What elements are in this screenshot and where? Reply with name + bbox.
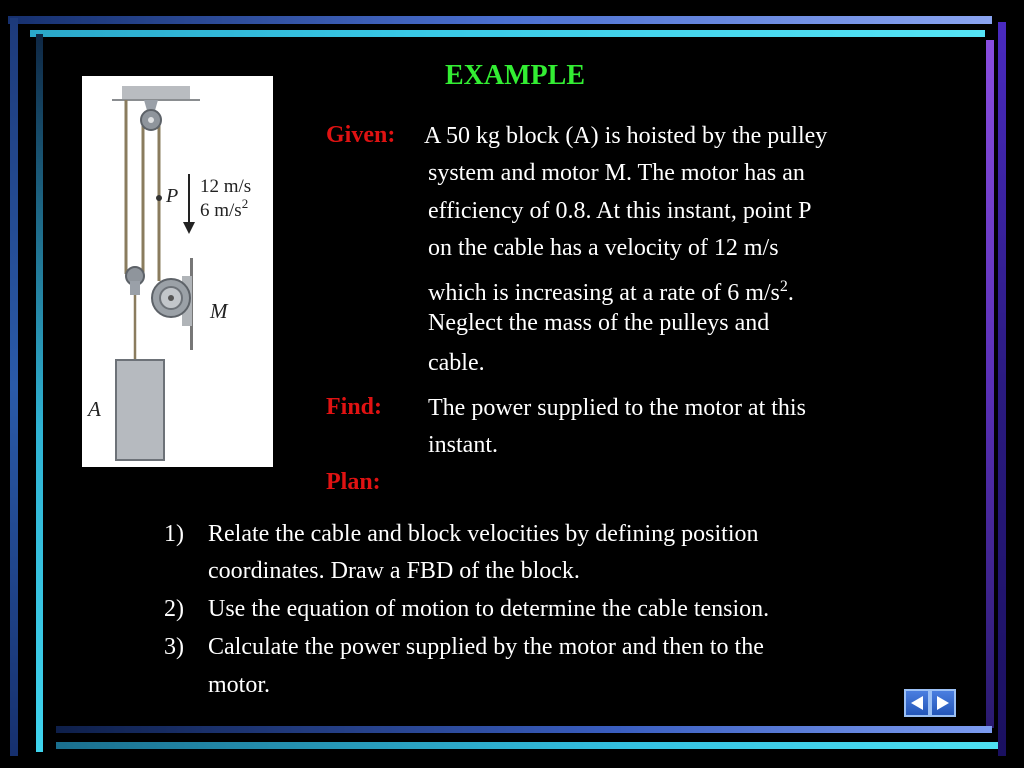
frame-bar-right xyxy=(998,22,1006,756)
find-line-1: The power supplied to the motor at this xyxy=(428,395,806,421)
given-line-3: efficiency of 0.8. At this instant, point P xyxy=(428,198,812,224)
label-m: M xyxy=(210,299,228,323)
frame-bar-right-inner xyxy=(986,40,994,728)
label-a: A xyxy=(88,397,101,421)
block-a xyxy=(116,360,164,460)
point-p-marker xyxy=(156,195,162,201)
prev-slide-button[interactable] xyxy=(904,689,930,717)
frame-bar-top-inner xyxy=(30,30,985,37)
plan-item-2-line-1: Use the equation of motion to determine the cable tension. xyxy=(208,596,770,622)
plan-item-2-number: 2) xyxy=(164,596,184,622)
given-line-4: on the cable has a velocity of 12 m/s xyxy=(428,235,779,261)
label-accel-sup: 2 xyxy=(241,196,249,211)
lower-pulley-hanger xyxy=(130,281,140,295)
given-label: Given: xyxy=(326,122,396,148)
slide-navigation xyxy=(904,689,956,717)
ceiling-support xyxy=(122,86,190,100)
label-accel-value: 6 m/s xyxy=(200,200,242,221)
given-line-7: cable. xyxy=(428,350,485,376)
frame-bar-top xyxy=(8,16,992,24)
plan-label: Plan: xyxy=(326,469,381,495)
frame-bar-left xyxy=(10,18,18,756)
slide-title: EXAMPLE xyxy=(445,60,585,91)
plan-item-3-number: 3) xyxy=(164,634,184,660)
velocity-arrow-head xyxy=(183,222,195,234)
given-period: . xyxy=(787,280,794,306)
frame-bar-bottom xyxy=(56,742,998,749)
label-velocity: 12 m/s xyxy=(200,176,252,197)
given-line-2: system and motor M. The motor has an xyxy=(428,160,805,186)
next-slide-button[interactable] xyxy=(930,689,956,717)
pulley-diagram-svg xyxy=(82,76,273,467)
given-superscript: 2 xyxy=(779,278,788,295)
plan-item-3-line-2: motor. xyxy=(208,672,271,698)
frame-bar-bottom-inner xyxy=(56,726,992,733)
triangle-left-icon xyxy=(909,694,925,712)
given-line-5-text: which is increasing at a rate of 6 m/s xyxy=(428,280,780,306)
frame-bar-left-inner xyxy=(36,34,43,752)
triangle-right-icon xyxy=(935,694,951,712)
given-line-1: A 50 kg block (A) is hoisted by the pulley xyxy=(424,123,828,149)
find-label: Find: xyxy=(326,394,383,420)
plan-item-3-line-1: Calculate the power supplied by the motor and then to the xyxy=(208,634,764,660)
motor-axle xyxy=(168,295,174,301)
top-pulley-axle xyxy=(148,117,154,123)
plan-item-1-line-1: Relate the cable and block velocities by defining position xyxy=(208,521,759,547)
label-p: P xyxy=(166,185,179,207)
pulley-diagram xyxy=(82,76,273,467)
plan-item-1-line-2: coordinates. Draw a FBD of the block. xyxy=(208,558,580,584)
plan-item-1-number: 1) xyxy=(164,521,184,547)
find-line-2: instant. xyxy=(428,432,498,458)
given-line-6: Neglect the mass of the pulleys and xyxy=(428,310,770,336)
label-accel xyxy=(200,196,248,221)
